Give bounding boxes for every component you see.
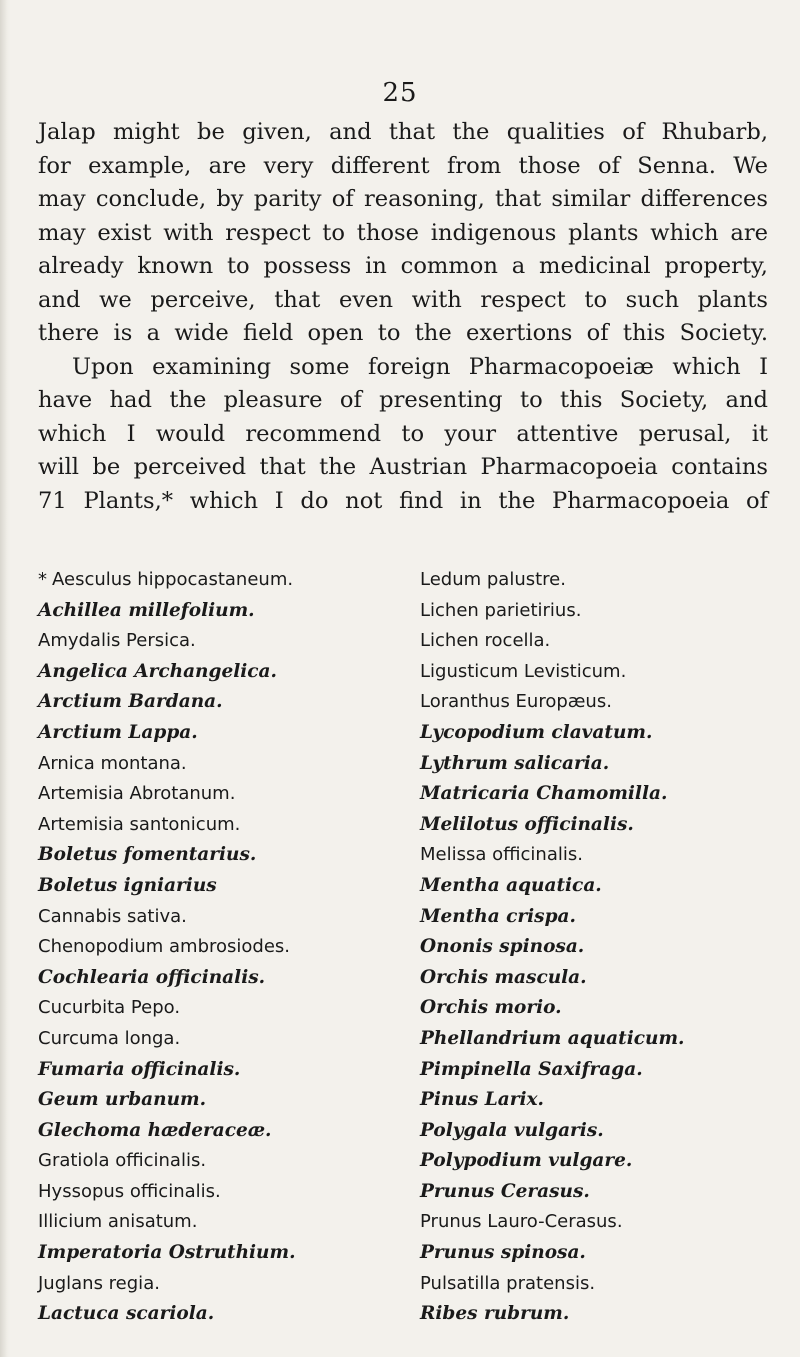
plant-name xyxy=(38,596,420,627)
plant-name-text: Prunus Cerasus. xyxy=(420,1180,590,1202)
plant-name xyxy=(420,626,778,657)
plant-name xyxy=(38,718,420,749)
plant-name xyxy=(38,1024,420,1055)
plant-name-text: Boletus fomentarius. xyxy=(38,844,257,866)
plant-name-text: Arctium Lappa. xyxy=(38,721,198,743)
plant-name-text: Illicium anisatum. xyxy=(38,1211,198,1233)
plant-name-text: Loranthus Europæus. xyxy=(420,691,612,713)
plant-name-text: Angelica Archangelica. xyxy=(38,660,277,682)
plant-name xyxy=(420,993,778,1024)
plant-name-text: Geum urbanum. xyxy=(38,1089,207,1111)
plant-name xyxy=(420,718,778,749)
plant-name xyxy=(420,902,778,933)
plant-name-text: Ledum palustre. xyxy=(420,569,566,590)
page-number: 25 xyxy=(382,78,418,108)
plant-name xyxy=(420,810,778,841)
footnote-column-right xyxy=(420,565,778,1330)
plant-name xyxy=(420,871,778,902)
plant-name-text: Lichen parietirius. xyxy=(420,599,582,621)
plant-name xyxy=(38,687,420,718)
plant-name xyxy=(420,657,778,688)
plant-name-text: Curcuma longa. xyxy=(38,1027,181,1049)
page-gutter-shadow xyxy=(0,0,10,1357)
paragraph-line: already known to possess in common a medicinal property, xyxy=(38,253,768,279)
plant-name xyxy=(420,932,778,963)
paragraph-line: for example, are very different from those of Senna. We xyxy=(38,152,768,179)
plant-name xyxy=(420,963,778,994)
paragraph-line: may conclude, by parity of reasoning, that similar differences xyxy=(38,186,768,212)
plant-name-text: Lycopodium clavatum. xyxy=(420,721,653,743)
plant-name-text: Prunus Lauro-Cerasus. xyxy=(420,1211,623,1233)
plant-name-text: Orchis morio. xyxy=(420,997,562,1019)
plant-name-text: Ligusticum Levisticum. xyxy=(420,660,627,682)
plant-name-text: Polypodium vulgare. xyxy=(420,1150,633,1172)
plant-name-text: Hyssopus officinalis. xyxy=(38,1180,221,1202)
plant-name xyxy=(38,902,420,933)
paragraph-line: Upon examining some foreign Pharmacopoeiæ which I xyxy=(72,353,768,380)
plant-name xyxy=(420,1116,778,1147)
plant-name xyxy=(38,963,420,994)
plant-name xyxy=(38,810,420,841)
plant-name xyxy=(38,1055,420,1086)
plant-name xyxy=(420,1299,778,1330)
paragraph-line: which I would recommend to your attentive perusal, it xyxy=(38,420,768,447)
plant-name-text: Pimpinella Saxifraga. xyxy=(420,1058,643,1080)
plant-name-text: Ononis spinosa. xyxy=(420,936,585,958)
plant-name-text: Polygala vulgaris. xyxy=(420,1119,604,1141)
plant-name xyxy=(38,871,420,902)
plant-name-text: Mentha aquatica. xyxy=(420,874,602,896)
plant-name xyxy=(38,993,420,1024)
plant-name-text: Prunus spinosa. xyxy=(420,1242,586,1264)
plant-name-text: Orchis mascula. xyxy=(420,966,587,988)
plant-name-text: Boletus igniarius xyxy=(38,874,217,896)
plant-name-text: Chenopodium ambrosiodes. xyxy=(38,936,290,958)
plant-name xyxy=(38,1269,420,1300)
plant-name-text: Mentha crispa. xyxy=(420,905,576,927)
plant-name-text: Artemisia Abrotanum. xyxy=(38,783,236,805)
plant-name xyxy=(420,1238,778,1269)
paragraph-line: have had the pleasure of presenting to this Society, and xyxy=(38,387,768,413)
plant-name-text: Arnica montana. xyxy=(38,752,187,774)
plant-name xyxy=(420,687,778,718)
plant-name xyxy=(38,779,420,810)
plant-name xyxy=(38,749,420,780)
plant-name xyxy=(420,1146,778,1177)
plant-name xyxy=(420,565,778,596)
plant-name xyxy=(420,1085,778,1116)
footnote-marker: * xyxy=(38,569,47,590)
plant-name-text: Lichen rocella. xyxy=(420,630,551,652)
plant-name-text: Lactuca scariola. xyxy=(38,1303,215,1325)
plant-name-text: Matricaria Chamomilla. xyxy=(420,783,668,805)
plant-name xyxy=(420,779,778,810)
plant-name xyxy=(38,626,420,657)
plant-name-text: Melilotus officinalis. xyxy=(420,813,634,835)
plant-name-text: Arctium Bardana. xyxy=(38,691,223,713)
plant-name-text: Cannabis sativa. xyxy=(38,905,187,927)
plant-name xyxy=(420,1269,778,1300)
plant-name xyxy=(38,1177,420,1208)
plant-name-text: Glechoma hæderaceæ. xyxy=(38,1119,272,1141)
plant-name-text: Gratiola officinalis. xyxy=(38,1150,207,1172)
plant-name-text: Artemisia santonicum. xyxy=(38,813,241,835)
paragraph-line: there is a wide field open to the exertions of this Society. xyxy=(38,320,768,346)
plant-name xyxy=(420,840,778,871)
plant-name xyxy=(38,1146,420,1177)
plant-name xyxy=(38,840,420,871)
plant-name-text: Achillea millefolium. xyxy=(38,599,255,621)
plant-name-text: Fumaria officinalis. xyxy=(38,1058,241,1080)
plant-name-text: Pinus Larix. xyxy=(420,1089,544,1111)
paragraph-line: will be perceived that the Austrian Pharmacopoeia contains xyxy=(38,454,768,480)
plant-name-text: Pulsatilla pratensis. xyxy=(420,1272,596,1294)
plant-name-text: Phellandrium aquaticum. xyxy=(420,1027,685,1049)
plant-name xyxy=(420,749,778,780)
plant-name xyxy=(38,1207,420,1238)
paragraph-line: and we perceive, that even with respect to such plants xyxy=(38,286,768,313)
plant-name xyxy=(420,1055,778,1086)
plant-name-text: Ribes rubrum. xyxy=(420,1303,570,1325)
plant-name xyxy=(38,1238,420,1269)
plant-name xyxy=(420,1207,778,1238)
plant-name-text: Aesculus hippocastaneum. xyxy=(52,569,294,590)
plant-name xyxy=(38,1116,420,1147)
plant-name xyxy=(420,596,778,627)
plant-name xyxy=(420,1177,778,1208)
footnote-plant-list xyxy=(38,565,778,1330)
main-paragraph xyxy=(38,116,768,518)
footnote-column-left xyxy=(38,565,420,1330)
plant-name-text: Imperatoria Ostruthium. xyxy=(38,1242,296,1264)
plant-name-text: Juglans regia. xyxy=(38,1272,160,1294)
plant-name-text: Melissa officinalis. xyxy=(420,844,583,866)
paragraph-line: may exist with respect to those indigenous plants which are xyxy=(38,219,768,246)
plant-name xyxy=(38,1299,420,1330)
plant-name xyxy=(420,1024,778,1055)
plant-name xyxy=(38,657,420,688)
paragraph-line: 71 Plants,* which I do not find in the Pharmacopoeia of xyxy=(38,487,768,514)
plant-name-text: Cochlearia officinalis. xyxy=(38,966,266,988)
plant-name xyxy=(38,565,420,596)
plant-name-text: Lythrum salicaria. xyxy=(420,752,610,774)
paragraph-line: Jalap might be given, and that the qualities of Rhubarb, xyxy=(38,119,768,145)
plant-name-text: Cucurbita Pepo. xyxy=(38,997,181,1019)
plant-name xyxy=(38,1085,420,1116)
plant-name-text: Amydalis Persica. xyxy=(38,630,196,652)
plant-name xyxy=(38,932,420,963)
